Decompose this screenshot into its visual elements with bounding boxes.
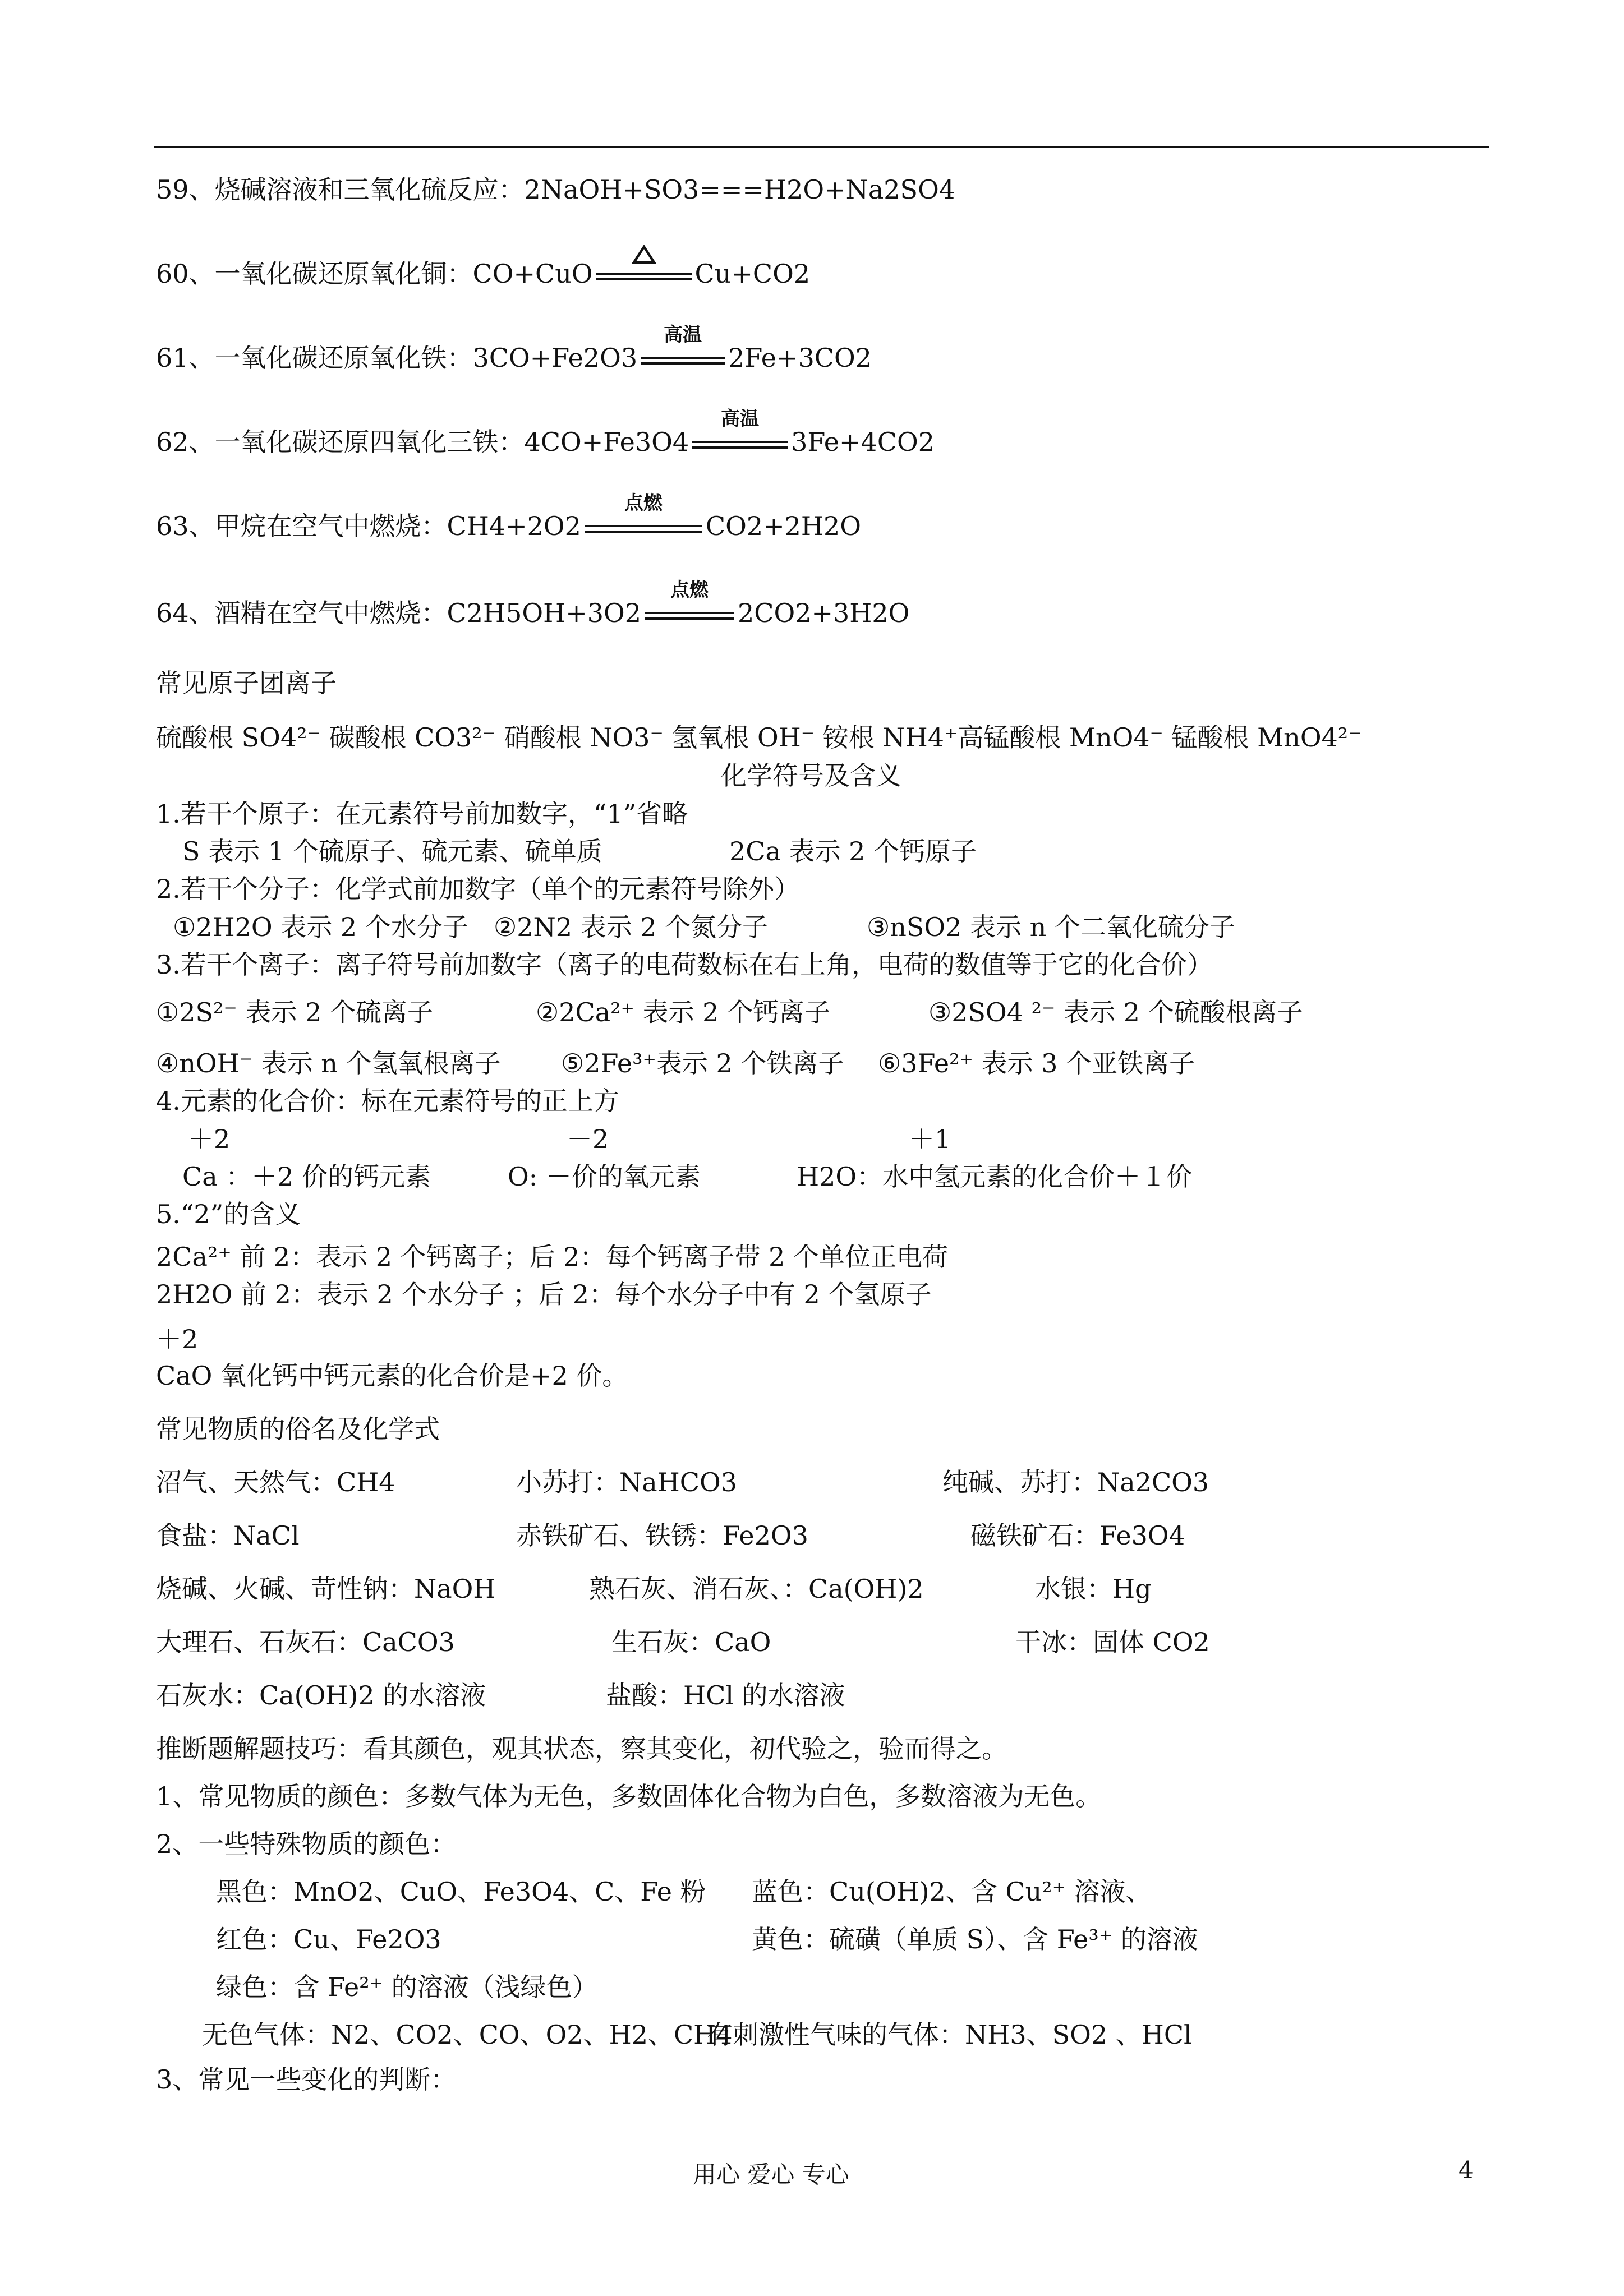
reaction-62: [156, 408, 935, 457]
reaction-condition: 高温: [692, 433, 788, 455]
inference-item-3: 3、常见一些变化的判断：: [156, 2064, 457, 2095]
color-red: 红色：Cu、Fe2O3: [216, 1924, 441, 1954]
reaction-right: 3Fe+4CO2: [791, 427, 935, 457]
inference-item-2: 2、一些特殊物质的颜色：: [156, 1829, 457, 1859]
ions-heading: 常见原子团离子: [156, 668, 337, 698]
color-yellow: 黄色：硫磺（单质 S）、含 Fe³⁺ 的溶液: [752, 1924, 1198, 1954]
valence-mark-ca: ＋2: [188, 1124, 231, 1154]
common-item: 熟石灰、消石灰、：Ca(OH)2: [589, 1574, 924, 1604]
reaction-right: CO2+2H2O: [705, 511, 861, 541]
reaction-condition: 点燃: [585, 517, 702, 540]
reaction-64: [156, 579, 910, 628]
common-item: 水银：Hg: [1035, 1574, 1152, 1604]
symbols-item-2: 2.若干个分子：化学式前加数字（单个的元素符号除外）: [156, 874, 800, 904]
common-item: 食盐：NaCl: [156, 1520, 300, 1551]
inference-item-1: 1、常见物质的颜色：多数气体为无色，多数固体化合物为白色，多数溶液为无色。: [156, 1781, 1102, 1811]
reaction-condition: 点燃: [645, 604, 734, 626]
header-rule: [154, 146, 1489, 148]
gas-colorless: 无色气体：N2、CO2、CO、O2、H2、CH4: [202, 2020, 733, 2050]
color-green: 绿色：含 Fe²⁺ 的溶液（浅绿色）: [216, 1972, 598, 2002]
reaction-61: [156, 324, 872, 373]
color-black: 黑色：MnO2、CuO、Fe3O4、C、Fe 粉: [216, 1877, 706, 1907]
common-item: 磁铁矿石：Fe3O4: [970, 1520, 1185, 1551]
reaction-label: 59、烧碱溶液和三氧化硫反应：: [156, 174, 525, 205]
common-item: 盐酸：HCl 的水溶液: [606, 1680, 845, 1711]
reaction-label: 63、甲烷在空气中燃烧：: [156, 511, 447, 541]
gas-pungent: 有刺激性气味的气体：NH3、SO2 、HCl: [707, 2020, 1192, 2050]
common-item: 纯碱、苏打：Na2CO3: [942, 1467, 1209, 1497]
heat-condition-sign: [596, 265, 692, 287]
heat-triangle-icon: [632, 245, 656, 264]
symbols-item-5b: 2H2O 前 2：表示 2 个水分子 ；后 2：每个水分子中有 2 个氢原子: [156, 1279, 932, 1310]
symbols-item-3b: ②2Ca²⁺ 表示 2 个钙离子: [536, 997, 830, 1027]
common-heading: 常见物质的俗名及化学式: [156, 1414, 440, 1444]
reaction-left: C2H5OH+3O2: [447, 598, 642, 628]
color-blue: 蓝色：Cu(OH)2、含 Cu²⁺ 溶液、: [752, 1877, 1152, 1907]
symbols-item-1a: S 表示 1 个硫原子、硫元素、硫单质: [182, 836, 602, 866]
reaction-left: CO+CuO: [472, 259, 593, 289]
reaction-left: CH4+2O2: [447, 511, 581, 541]
page-number: 4: [1459, 2156, 1474, 2184]
valence-mark-h: ＋1: [909, 1124, 951, 1154]
symbols-item-4a: Ca ：＋2 价的钙元素: [182, 1161, 431, 1192]
reaction-label: 62、一氧化碳还原四氧化三铁：: [156, 427, 525, 457]
symbols-item-3f: ⑥3Fe²⁺ 表示 3 个亚铁离子: [878, 1048, 1195, 1078]
common-item: 烧碱、火碱、苛性钠：NaOH: [156, 1574, 496, 1604]
symbols-item-2c: ③nSO2 表示 n 个二氧化硫分子: [867, 912, 1235, 942]
reaction-right: 2CO2+3H2O: [738, 598, 910, 628]
symbols-item-3a: ①2S²⁻ 表示 2 个硫离子: [156, 997, 433, 1027]
symbols-item-3d: ④nOH⁻ 表示 n 个氢氧根离子: [156, 1048, 501, 1078]
symbols-item-3c: ③2SO4 ²⁻ 表示 2 个硫酸根离子: [928, 997, 1303, 1027]
common-item: 大理石、石灰石：CaCO3: [156, 1627, 455, 1657]
common-item: 干冰：固体 CO2: [1015, 1627, 1210, 1657]
reaction-left: 3CO+Fe2O3: [472, 343, 638, 373]
symbols-item-3: 3.若干个离子：离子符号前加数字（离子的电荷数标在右上角，电荷的数值等于它的化合价）: [156, 949, 1213, 980]
common-item: 赤铁矿石、铁锈：Fe2O3: [516, 1520, 808, 1551]
symbols-item-5a: 2Ca²⁺ 前 2：表示 2 个钙离子；后 2：每个钙离子带 2 个单位正电荷: [156, 1242, 949, 1272]
common-item: 石灰水：Ca(OH)2 的水溶液: [156, 1680, 486, 1711]
symbols-item-5: 5.“2”的含义: [156, 1199, 301, 1229]
reaction-59: [156, 174, 956, 205]
symbols-item-4b: O: －价的氧元素: [508, 1161, 701, 1192]
symbols-item-5c: CaO 氧化钙中钙元素的化合价是+2 价。: [156, 1361, 628, 1391]
reaction-label: 60、一氧化碳还原氧化铜：: [156, 259, 473, 289]
common-item: 生石灰：CaO: [611, 1627, 771, 1657]
inference-tip: 推断题解题技巧：看其颜色，观其状态，察其变化，初代验之，验而得之。: [156, 1733, 1007, 1764]
reaction-equation: 2NaOH+SO3===H2O+Na2SO4: [524, 174, 956, 205]
reaction-condition: 高温: [641, 349, 725, 371]
reaction-60: [156, 261, 810, 287]
symbols-item-2a: ①2H2O 表示 2 个水分子: [173, 912, 468, 942]
reaction-label: 64、酒精在空气中燃烧：: [156, 598, 447, 628]
symbols-item-4: 4.元素的化合价：标在元素符号的正上方: [156, 1086, 619, 1116]
valence-mark-cao: ＋2: [156, 1324, 199, 1354]
ions-list: 硫酸根 SO4²⁻ 碳酸根 CO3²⁻ 硝酸根 NO3⁻ 氢氧根 OH⁻ 铵根 NH4⁺高锰酸根 MnO4⁻ 锰酸根 MnO4²⁻: [156, 722, 1362, 753]
valence-mark-o: －2: [567, 1124, 609, 1154]
common-item: 沼气、天然气：CH4: [156, 1467, 395, 1497]
reaction-label: 61、一氧化碳还原氧化铁：: [156, 343, 473, 373]
symbols-item-1: 1.若干个原子：在元素符号前加数字，“1”省略: [156, 799, 688, 829]
footer-motto: 用心 爱心 专心: [693, 2161, 849, 2188]
reaction-63: [156, 492, 861, 541]
symbols-item-2b: ②2N2 表示 2 个氮分子: [494, 912, 769, 942]
reaction-right: 2Fe+3CO2: [728, 343, 872, 373]
common-item: 小苏打：NaHCO3: [516, 1467, 737, 1497]
reaction-right: Cu+CO2: [694, 259, 811, 289]
reaction-left: 4CO+Fe3O4: [524, 427, 689, 457]
symbols-heading: 化学符号及含义: [721, 760, 901, 791]
symbols-item-3e: ⑤2Fe³⁺表示 2 个铁离子: [561, 1048, 844, 1078]
symbols-item-1b: 2Ca 表示 2 个钙原子: [729, 836, 977, 866]
symbols-item-4c: H2O：水中氢元素的化合价＋１价: [797, 1161, 1193, 1192]
